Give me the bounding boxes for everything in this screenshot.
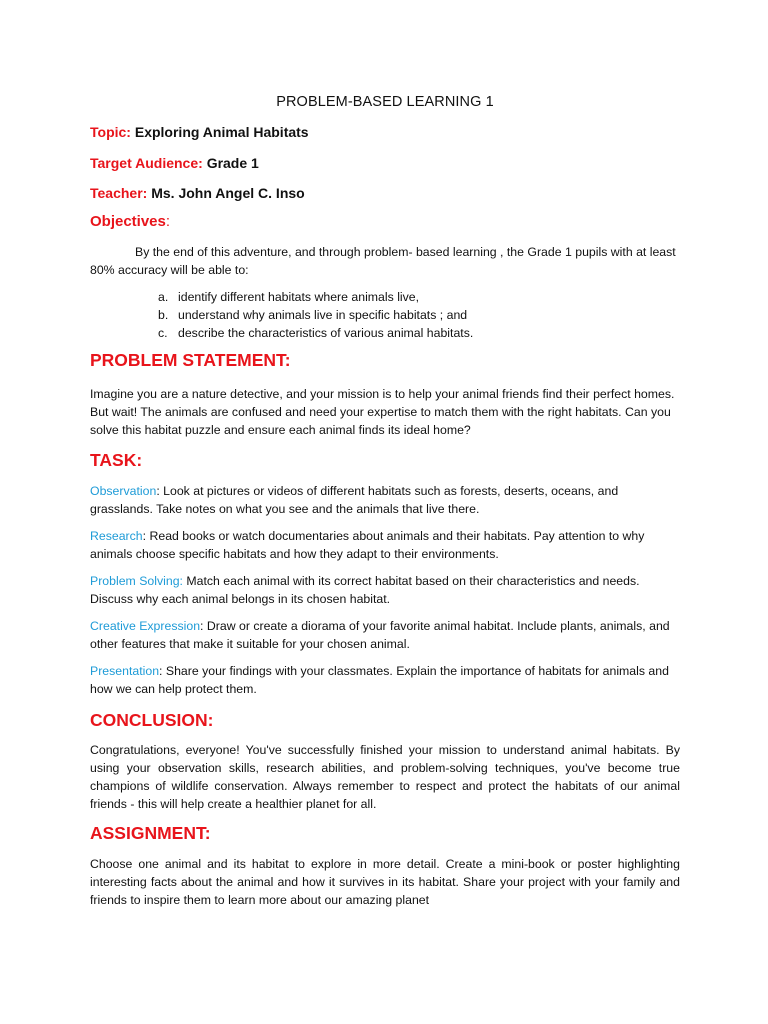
assignment-text: Choose one animal and its habitat to explore in more detail. Create a mini-book or poster highlighting interesting facts about the animal and how it survives in its habitat. Share your project with your family and friends to inspire them to learn more about our amazing planet [90, 857, 680, 907]
task-label: Presentation [90, 664, 160, 678]
audience-value: Grade 1 [206, 155, 259, 171]
objectives-heading-text: Objectives [90, 213, 166, 230]
teacher-value: Ms. John Angel C. Inso [151, 185, 305, 201]
list-marker: b. [158, 308, 169, 322]
list-item-text: identify different habitats where animals live, [178, 290, 420, 304]
problem-statement-text: Imagine you are a nature detective, and your mission is to help your animal friends find their perfect homes. But wait! The animals are confused and need your expertise to match them with the right habitats. Can you solve this habitat puzzle and ensure each animal finds its ideal home? [90, 387, 675, 437]
teacher-label: Teacher: [90, 185, 148, 201]
list-item-text: understand why animals live in specific habitats ; and [178, 308, 468, 322]
objectives-heading [90, 213, 170, 230]
task-label: Creative Expression [90, 619, 201, 633]
assignment-heading: ASSIGNMENT: [90, 823, 211, 843]
objectives-intro: By the end of this adventure, and through problem- based learning , the Grade 1 pupils with at least 80% accuracy will be able to: [90, 245, 676, 277]
task-label: Problem Solving: [90, 574, 183, 588]
task-text: : Share your findings with your classmates. Explain the importance of habitats for animals and how we can help protect them. [90, 664, 669, 696]
audience-line [90, 155, 259, 171]
task-label: Observation [90, 484, 157, 498]
conclusion-text: Congratulations, everyone! You've successfully finished your mission to understand animal habitats. By using your observation skills, research abilities, and problem-solving techniques, you've become true champions of wildlife conservation. Always remember to respect and protect the habitats of our animal friends - this will help create a healthier planet for all. [90, 743, 680, 811]
task-text: Match each animal with its correct habitat based on their characteristics and needs. Discuss why each animal belongs in its chosen habitat. [90, 574, 640, 606]
topic-line [90, 124, 309, 140]
task-text: : Draw or create a diorama of your favorite animal habitat. Include plants, animals, and other features that make it suitable for your chosen animal. [90, 619, 670, 651]
problem-statement-heading: PROBLEM STATEMENT: [90, 350, 291, 370]
task-item-creative-expression [90, 617, 680, 653]
task-item-presentation [90, 662, 680, 698]
list-item [158, 324, 473, 342]
task-text: : Look at pictures or videos of different habitats such as forests, deserts, oceans, and grasslands. Take notes on what you see and the animals that live there. [90, 484, 619, 516]
teacher-line [90, 185, 305, 201]
objectives-heading-colon: : [165, 213, 171, 230]
task-heading: TASK: [90, 450, 143, 470]
task-item-research [90, 527, 680, 563]
topic-label: Topic: [90, 124, 131, 140]
list-item [158, 306, 473, 324]
list-item-text: describe the characteristics of various animal habitats. [178, 326, 474, 340]
task-label: Research [90, 529, 143, 543]
list-marker: a. [158, 290, 169, 304]
task-item-problem-solving [90, 572, 680, 608]
list-marker: c. [158, 326, 168, 340]
audience-label: Target Audience: [90, 155, 203, 171]
task-item-observation [90, 482, 680, 518]
document-title: PROBLEM-BASED LEARNING 1 [276, 94, 494, 110]
conclusion-heading: CONCLUSION: [90, 710, 214, 730]
topic-value: Exploring Animal Habitats [134, 124, 309, 140]
list-item [158, 288, 473, 306]
task-text: : Read books or watch documentaries about animals and their habitats. Pay attention to why animals choose specific habitats and how they adapt to their environments. [90, 529, 645, 561]
objectives-list [158, 288, 473, 342]
